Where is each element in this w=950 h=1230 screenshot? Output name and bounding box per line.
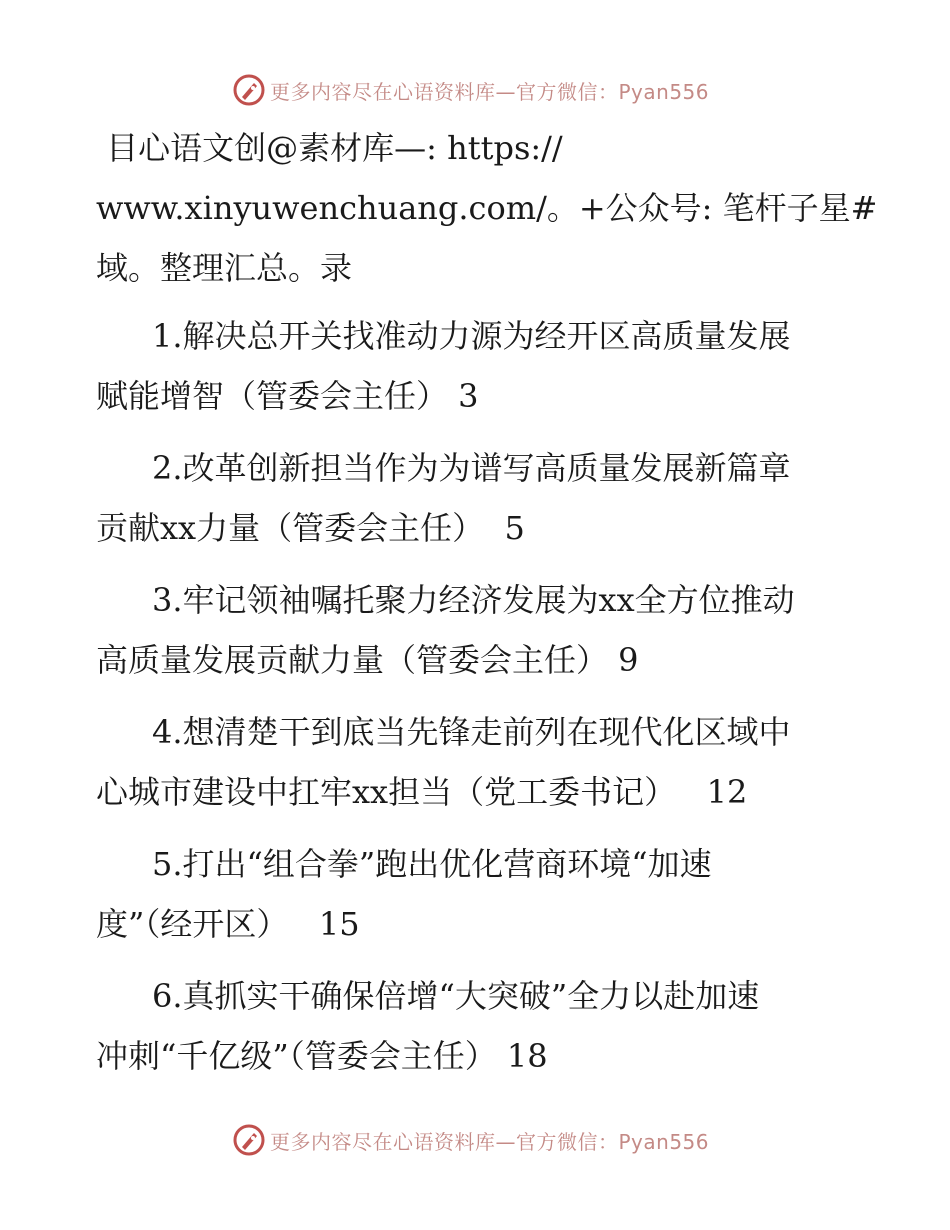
toc-item-title: 4.想清楚干到底当先锋走前列在现代化区域中 (152, 713, 791, 751)
toc-item-title: 6.真抓实干确保倍增“大突破”全力以赴加速 (152, 977, 760, 1015)
pen-nib-logo-icon (232, 1123, 266, 1157)
toc-item (96, 570, 856, 690)
pen-nib-logo-icon (232, 73, 266, 107)
toc-item-continuation: 赋能增智（管委会主任） 3 (96, 377, 479, 415)
intro-line: 目心语文创@素材库—: https:// (96, 129, 563, 167)
intro-paragraph (96, 118, 878, 298)
toc-item (96, 438, 856, 558)
intro-line: 域。整理汇总。录 (96, 249, 353, 287)
toc-item-continuation: 冲刺“千亿级”（管委会主任） 18 (96, 1037, 548, 1075)
toc-item (96, 702, 856, 822)
watermark-text: 更多内容尽在心语资料库—官方微信：Pyan556 (270, 79, 710, 104)
toc-item-title: 1.解决总开关找准动力源为经开区高质量发展 (152, 317, 791, 355)
toc-item (96, 306, 856, 426)
watermark-text: 更多内容尽在心语资料库—官方微信：Pyan556 (270, 1129, 710, 1154)
footer-watermark (232, 1120, 709, 1160)
toc-item-title: 5.打出“组合拳”跑出优化营商环境“加速 (152, 845, 712, 883)
document-body (96, 118, 878, 1098)
intro-line: www.xinyuwenchuang.com/。+公众号: 笔杆子星# (96, 189, 878, 227)
toc-item-title: 2.改革创新担当作为为谱写高质量发展新篇章 (152, 449, 791, 487)
header-watermark (232, 70, 709, 110)
toc-item-continuation: 度”（经开区） 15 (96, 905, 360, 943)
toc-item (96, 834, 856, 954)
toc-item (96, 966, 856, 1086)
toc-item-continuation: 高质量发展贡献力量（管委会主任） 9 (96, 641, 639, 679)
toc-item-title: 3.牢记领袖嘱托聚力经济发展为xx全方位推动 (152, 581, 795, 619)
toc-item-continuation: 心城市建设中扛牢xx担当（党工委书记） 12 (96, 773, 748, 811)
toc-item-continuation: 贡献xx力量（管委会主任） 5 (96, 509, 525, 547)
